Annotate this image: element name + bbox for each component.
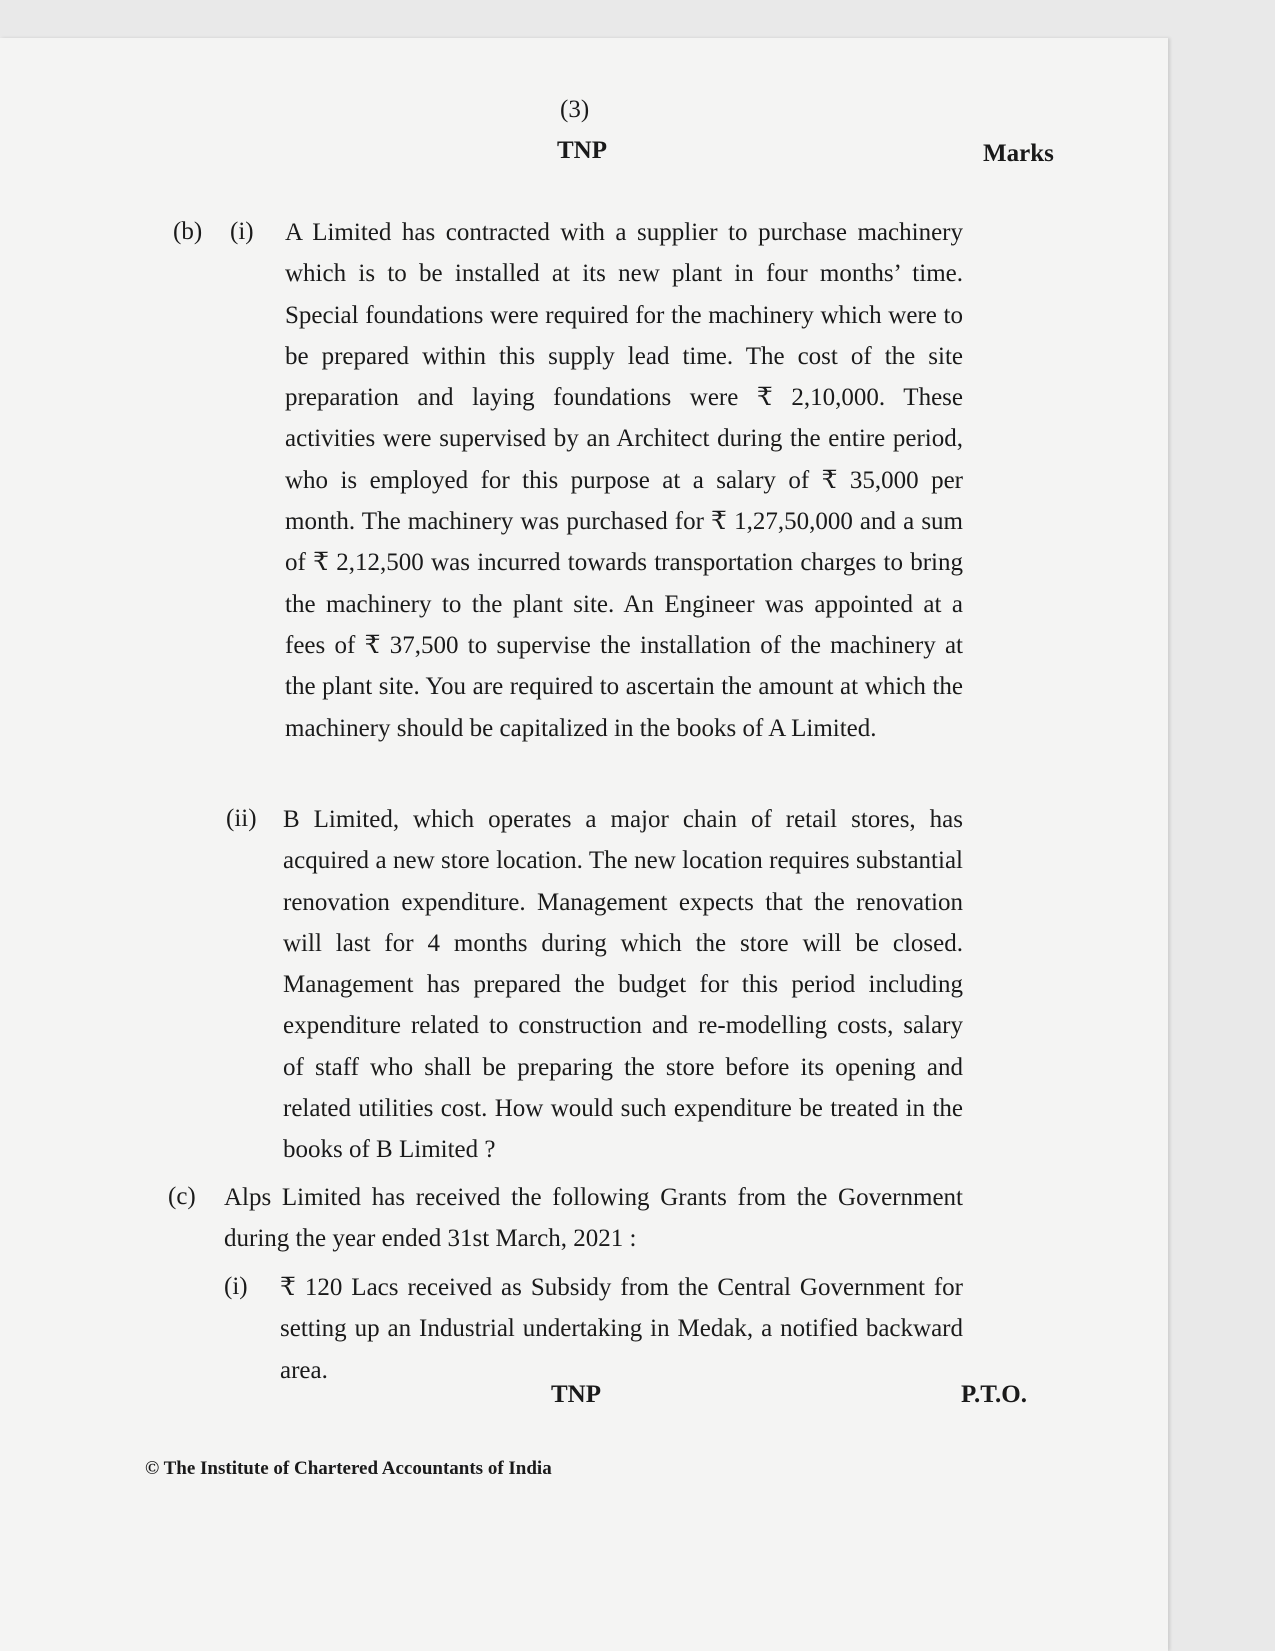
item-b-i-label: (i)	[230, 218, 254, 245]
pto-label: P.T.O.	[961, 1381, 1027, 1408]
item-c-i-label: (i)	[224, 1273, 248, 1300]
marks-label: Marks	[983, 140, 1054, 167]
item-b-ii-text: B Limited, which operates a major chain of retail stores, has acquired a new store location. The new location requires substantial renovation expenditure. Management expects that the renovation will last for 4 months during which the store will be closed. Management has prepared the budget for this period including expenditure related to construction and re-modelling costs, salary of staff who shall be preparing the store before its opening and related utilities cost. How would such expenditure be treated in the books of B Limited ?	[283, 806, 963, 1164]
header-code: TNP	[557, 137, 607, 164]
section-b-label: (b)	[173, 218, 203, 245]
footer-code: TNP	[551, 1381, 601, 1408]
page-number: (3)	[560, 96, 590, 123]
copyright-footer: © The Institute of Chartered Accountants of India	[145, 1458, 552, 1479]
item-b-ii-label: (ii)	[226, 805, 257, 832]
item-b-i-text: A Limited has contracted with a supplier to purchase machinery which is to be installed at its new plant in four months’ time. Special foundations were required for the machinery which were to be prepared within this supply lead time. The cost of the site preparation and laying foundations were ₹ 2,10,000. These activities were supervised by an Architect during the entire period, who is employed for this purpose at a salary of ₹ 35,000 per month. The machinery was purchased for ₹ 1,27,50,000 and a sum of ₹ 2,12,500 was incurred towards transportation charges to bring the machinery to the plant site. An Engineer was appointed at a fees of ₹ 37,500 to supervise the installation of the machinery at the plant site. You are required to ascertain the amount at which the machinery should be capitalized in the books of A Limited.	[285, 219, 963, 742]
section-c-text: Alps Limited has received the following Grants from the Government during the year ended 31st March, 2021 :	[224, 1184, 963, 1253]
item-c-i-text: ₹ 120 Lacs received as Subsidy from the Central Government for setting up an Industrial undertaking in Medak, a notified backward area.	[280, 1274, 963, 1384]
section-c-label: (c)	[168, 1183, 196, 1210]
